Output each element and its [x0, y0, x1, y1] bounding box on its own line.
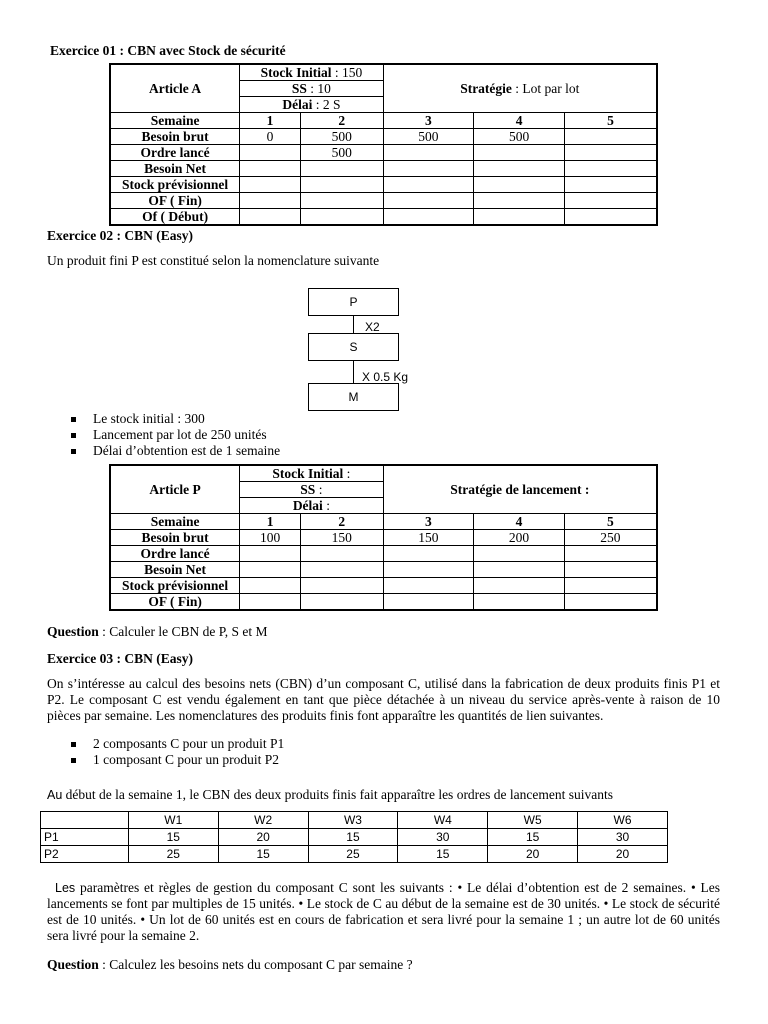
table-row: OF ( Fin) — [110, 594, 657, 611]
ex1-title: Exercice 01 : CBN avec Stock de sécurité — [50, 43, 286, 58]
ex3-bullets — [47, 736, 284, 768]
ex3-header-cell: W4 — [398, 812, 488, 829]
list-item: Lancement par lot de 250 unités — [47, 427, 280, 443]
ex3-orders-intro: Au début de la semaine 1, le CBN des deux produits finis fait apparaître les ordres de lancement suivants — [47, 787, 614, 802]
table-row: Of ( Début) — [110, 209, 657, 226]
ex1-header-cell: Semaine — [110, 113, 240, 129]
list-item: Le stock initial : 300 — [47, 411, 280, 427]
ex1-article: Article A — [110, 64, 240, 113]
ex3-params: Les paramètres et règles de gestion du composant C sont les suivants : • Le délai d’obtention est de 2 semaines. • Les lancements se font par multiples de 15 unités. • Le stock de C au début de la semaine est de 30 unités. • Le stock de sécurité est de 10 unités. • Un lot de 60 unités est en cours de fabrication et sera livré pour la semaine 1 ; un autre lot de 60 unités sera livré pour la semaine 2. — [47, 880, 720, 943]
table-row: Besoin brut 0 500 500 500 — [110, 129, 657, 145]
table-row: P2 25 15 25 15 20 20 — [41, 846, 668, 863]
ex3-header-cell: W2 — [218, 812, 308, 829]
ex1-header-cell: 2 — [300, 113, 383, 129]
ex2-header-cell: 4 — [474, 514, 565, 530]
ex2-strategy: Stratégie de lancement : — [383, 465, 657, 514]
ex3-intro: On s’intéresse au calcul des besoins nets (CBN) d’un composant C, utilisé dans la fabrication de deux produits finis P1 et P2. Le composant C est vendu également en tant que pièce détachée à un niveau du service après-vente à raison de 10 pièces par semaine. Les nomenclatures des produits finis font apparaître les quantités de lien suivantes. — [47, 676, 720, 723]
ex2-param-stock: Stock Initial : — [240, 465, 383, 482]
table-row: OF ( Fin) — [110, 193, 657, 209]
link-label-kg: X 0.5 Kg — [362, 370, 409, 384]
ex1-header-cell: 1 — [240, 113, 301, 129]
ex2-header-cell: 1 — [240, 514, 301, 530]
ex3-title: Exercice 03 : CBN (Easy) — [47, 651, 193, 666]
ex2-param-delai: Délai : — [240, 498, 383, 514]
ex3-header-cell: W1 — [128, 812, 218, 829]
table-row: Ordre lancé — [110, 546, 657, 562]
table-row: P1 15 20 15 30 15 30 — [41, 829, 668, 846]
ex3-header-cell: W6 — [578, 812, 668, 829]
link-label-x2: X2 — [365, 320, 380, 334]
table-row: Besoin brut 100 150 150 200 250 — [110, 530, 657, 546]
ex1-param-delai: Délai : 2 S — [240, 97, 383, 113]
ex2-header-cell: 2 — [300, 514, 383, 530]
link-s-m — [353, 361, 354, 383]
node-p: P — [308, 288, 399, 316]
ex2-param-ss: SS : — [240, 482, 383, 498]
ex2-header-cell: 5 — [564, 514, 657, 530]
ex2-table — [109, 464, 658, 611]
ex3-orders-table — [40, 811, 668, 863]
table-row: Besoin Net — [110, 161, 657, 177]
table-row: Ordre lancé 500 — [110, 145, 657, 161]
list-item: Délai d’obtention est de 1 semaine — [47, 443, 280, 459]
list-item: 1 composant C pour un produit P2 — [47, 752, 284, 768]
ex3-header-cell: W3 — [308, 812, 398, 829]
node-m: M — [308, 383, 399, 411]
table-row: Besoin Net — [110, 562, 657, 578]
link-p-s — [353, 316, 354, 333]
ex1-header-cell: 3 — [383, 113, 474, 129]
ex2-bullets — [47, 411, 280, 459]
list-item: 2 composants C pour un produit P1 — [47, 736, 284, 752]
ex3-question: Question : Calculez les besoins nets du composant C par semaine ? — [47, 957, 413, 972]
node-s: S — [308, 333, 399, 361]
ex2-header-cell: 3 — [383, 514, 474, 530]
ex2-header-cell: Semaine — [110, 514, 240, 530]
ex2-intro: Un produit fini P est constitué selon la nomenclature suivante — [47, 253, 380, 268]
ex1-table — [109, 63, 658, 226]
ex1-strategy: Stratégie : Lot par lot — [383, 64, 657, 113]
ex2-article: Article P — [110, 465, 240, 514]
ex1-header-cell: 4 — [474, 113, 565, 129]
ex1-param-stock: Stock Initial : 150 — [240, 64, 383, 81]
ex3-header-cell: W5 — [488, 812, 578, 829]
table-row: Stock prévisionnel — [110, 177, 657, 193]
ex1-header-cell: 5 — [564, 113, 657, 129]
ex1-param-ss: SS : 10 — [240, 81, 383, 97]
ex2-title: Exercice 02 : CBN (Easy) — [47, 228, 193, 243]
ex2-question: Question : Calculer le CBN de P, S et M — [47, 624, 268, 639]
table-row: Stock prévisionnel — [110, 578, 657, 594]
